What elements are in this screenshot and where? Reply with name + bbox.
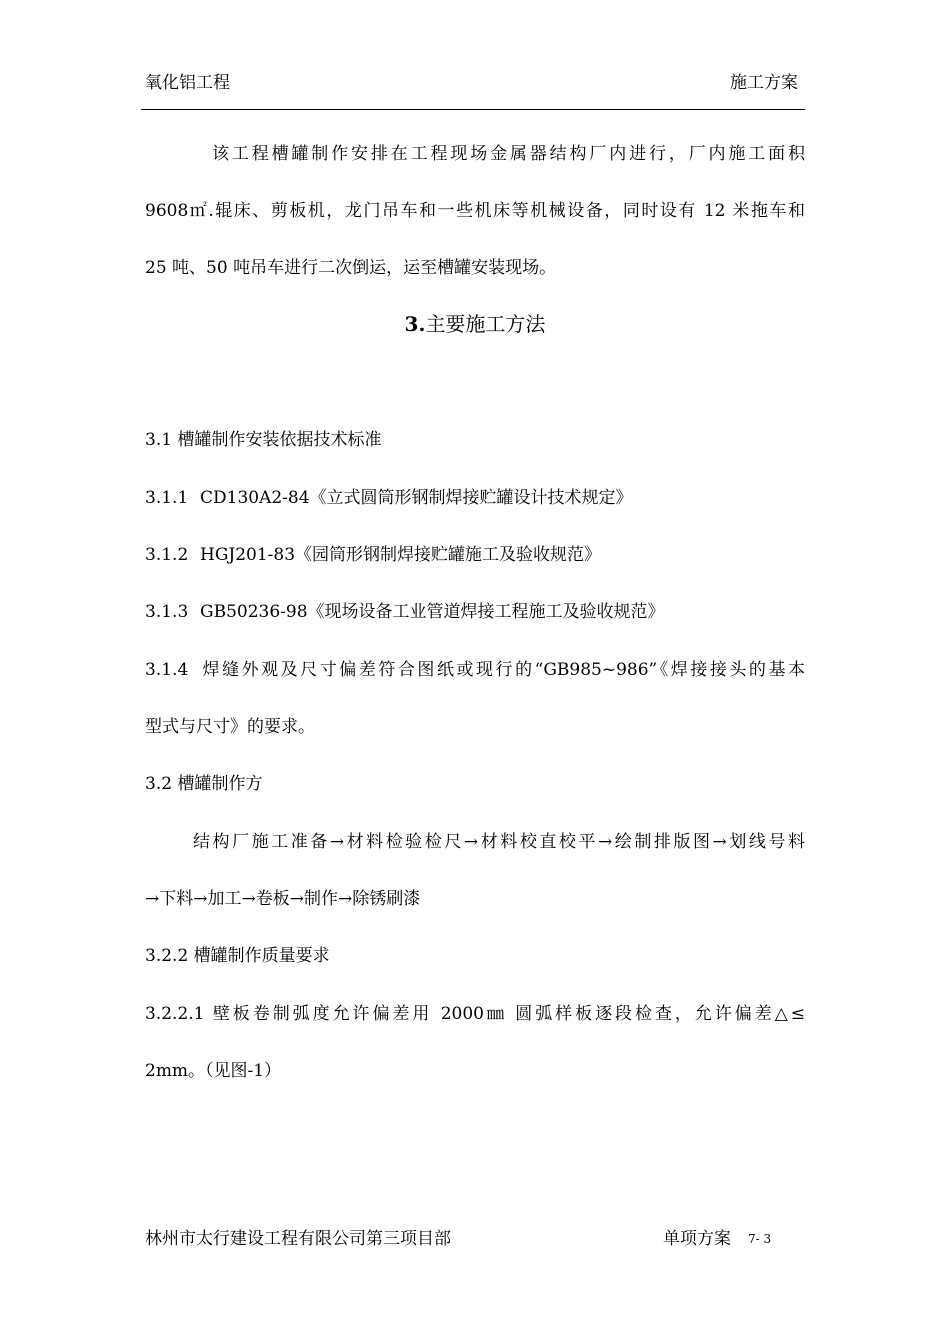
item-3-1-4	[145, 658, 805, 682]
item-number: 3.1.4	[145, 660, 189, 680]
intro-line-2: 9608㎡.辊床、剪板机，龙门吊车和一些机床等机械设备，同时设有 12 米拖车和	[145, 201, 805, 221]
subsection-3-2: 3.2 槽罐制作方	[145, 774, 263, 794]
item-number: 3.1.2	[145, 545, 189, 565]
header-doc-type: 施工方案	[730, 73, 798, 93]
footer-page-number: 7- 3	[748, 1232, 772, 1246]
header-divider	[141, 109, 805, 110]
item-number: 3.1.1	[145, 488, 189, 508]
process-flow-line-1: 结构厂施工准备→材料检验检尺→材料校直校平→绘制排版图→划线号料	[193, 832, 805, 852]
intro-line-3: 25 吨、50 吨吊车进行二次倒运，运至槽罐安装现场。	[145, 258, 557, 278]
section-number: 3.	[404, 312, 426, 336]
item-number: 3.1.3	[145, 602, 189, 622]
item-3-1-2	[145, 543, 805, 567]
subsection-3-1: 3.1 槽罐制作安装依据技术标准	[145, 430, 382, 450]
header-project-title: 氧化铝工程	[145, 73, 230, 93]
item-3-1-4-continued: 型式与尺寸》的要求。	[145, 717, 315, 737]
subsection-3-2-2: 3.2.2 槽罐制作质量要求	[145, 946, 330, 966]
section-title-text: 主要施工方法	[425, 312, 546, 336]
item-3-1-1	[145, 486, 805, 510]
intro-line-1: 该工程槽罐制作安排在工程现场金属器结构厂内进行，厂内施工面积	[212, 144, 805, 164]
footer-doc-type: 单项方案	[663, 1229, 731, 1249]
item-text: CD130A2-84《立式圆筒形钢制焊接贮罐设计技术规定》	[200, 488, 633, 508]
section-heading	[0, 310, 950, 338]
item-text: GB50236-98《现场设备工业管道焊接工程施工及验收规范》	[200, 602, 665, 622]
item-3-2-2-1-continued: 2mm。（见图-1）	[145, 1061, 282, 1081]
item-3-1-3	[145, 600, 805, 624]
item-3-2-2-1: 3.2.2.1 壁板卷制弧度允许偏差用 2000㎜ 圆弧样板逐段检查，允许偏差△≤	[145, 1004, 805, 1024]
item-text: 焊缝外观及尺寸偏差符合图纸或现行的“GB985~986”《焊接接头的基本	[200, 660, 805, 680]
item-text: HGJ201-83《园筒形钢制焊接贮罐施工及验收规范》	[200, 545, 602, 565]
footer-company: 林州市太行建设工程有限公司第三项目部	[145, 1229, 451, 1249]
process-flow-line-2: →下料→加工→卷板→制作→除锈刷漆	[145, 889, 421, 909]
